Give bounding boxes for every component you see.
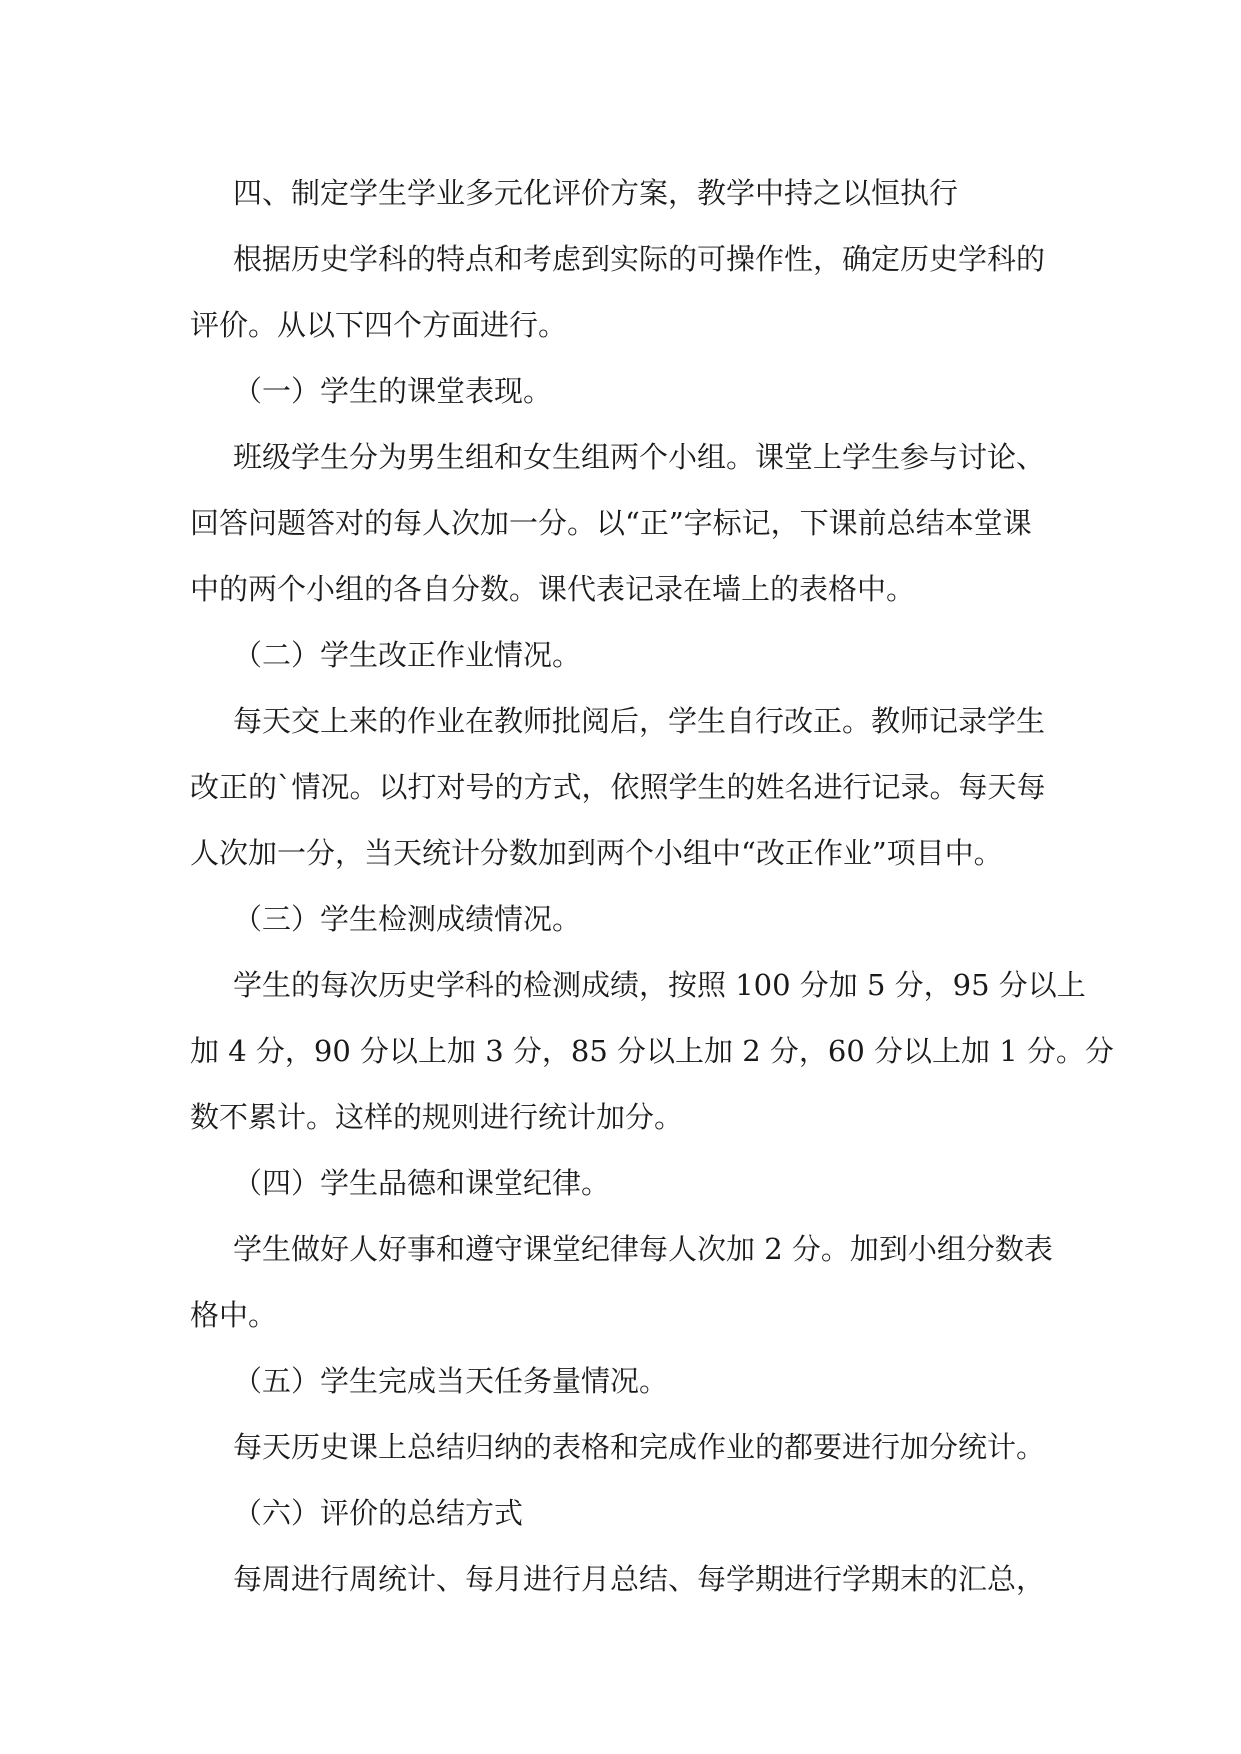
paragraph-line: 评价。从以下四个方面进行。 xyxy=(190,308,568,342)
paragraph-line: 根据历史学科的特点和考虑到实际的可操作性，确定历史学科的 xyxy=(233,242,1046,276)
section-heading: 四、制定学生学业多元化评价方案，教学中持之以恒执行 xyxy=(233,176,959,210)
paragraph-line: 中的两个小组的各自分数。课代表记录在墙上的表格中。 xyxy=(190,572,916,606)
subsection-heading: （一）学生的课堂表现。 xyxy=(233,374,553,408)
paragraph-line: 人次加一分，当天统计分数加到两个小组中“改正作业”项目中。 xyxy=(190,836,1003,870)
paragraph-line: 加 4 分，90 分以上加 3 分，85 分以上加 2 分，60 分以上加 1 分。分 xyxy=(190,1034,1114,1068)
paragraph-line: 每周进行周统计、每月进行月总结、每学期进行学期末的汇总， xyxy=(233,1562,1046,1596)
paragraph-line: 回答问题答对的每人次加一分。以“正”字标记，下课前总结本堂课 xyxy=(190,506,1032,540)
paragraph-line: 班级学生分为男生组和女生组两个小组。课堂上学生参与讨论、 xyxy=(233,440,1046,474)
subsection-heading: （六）评价的总结方式 xyxy=(233,1496,524,1530)
paragraph-line: 每天交上来的作业在教师批阅后，学生自行改正。教师记录学生 xyxy=(233,704,1046,738)
subsection-heading: （四）学生品德和课堂纪律。 xyxy=(233,1166,611,1200)
document-body xyxy=(190,160,1114,1612)
paragraph-line: 格中。 xyxy=(190,1298,278,1332)
subsection-heading: （三）学生检测成绩情况。 xyxy=(233,902,582,936)
paragraph-line: 每天历史课上总结归纳的表格和完成作业的都要进行加分统计。 xyxy=(233,1430,1046,1464)
subsection-heading: （二）学生改正作业情况。 xyxy=(233,638,582,672)
paragraph-line: 改正的`情况。以打对号的方式，依照学生的姓名进行记录。每天每 xyxy=(190,770,1046,804)
subsection-heading: （五）学生完成当天任务量情况。 xyxy=(233,1364,669,1398)
paragraph-line: 学生做好人好事和遵守课堂纪律每人次加 2 分。加到小组分数表 xyxy=(233,1232,1053,1266)
paragraph-line: 学生的每次历史学科的检测成绩，按照 100 分加 5 分，95 分以上 xyxy=(233,968,1086,1002)
paragraph-line: 数不累计。这样的规则进行统计加分。 xyxy=(190,1100,684,1134)
